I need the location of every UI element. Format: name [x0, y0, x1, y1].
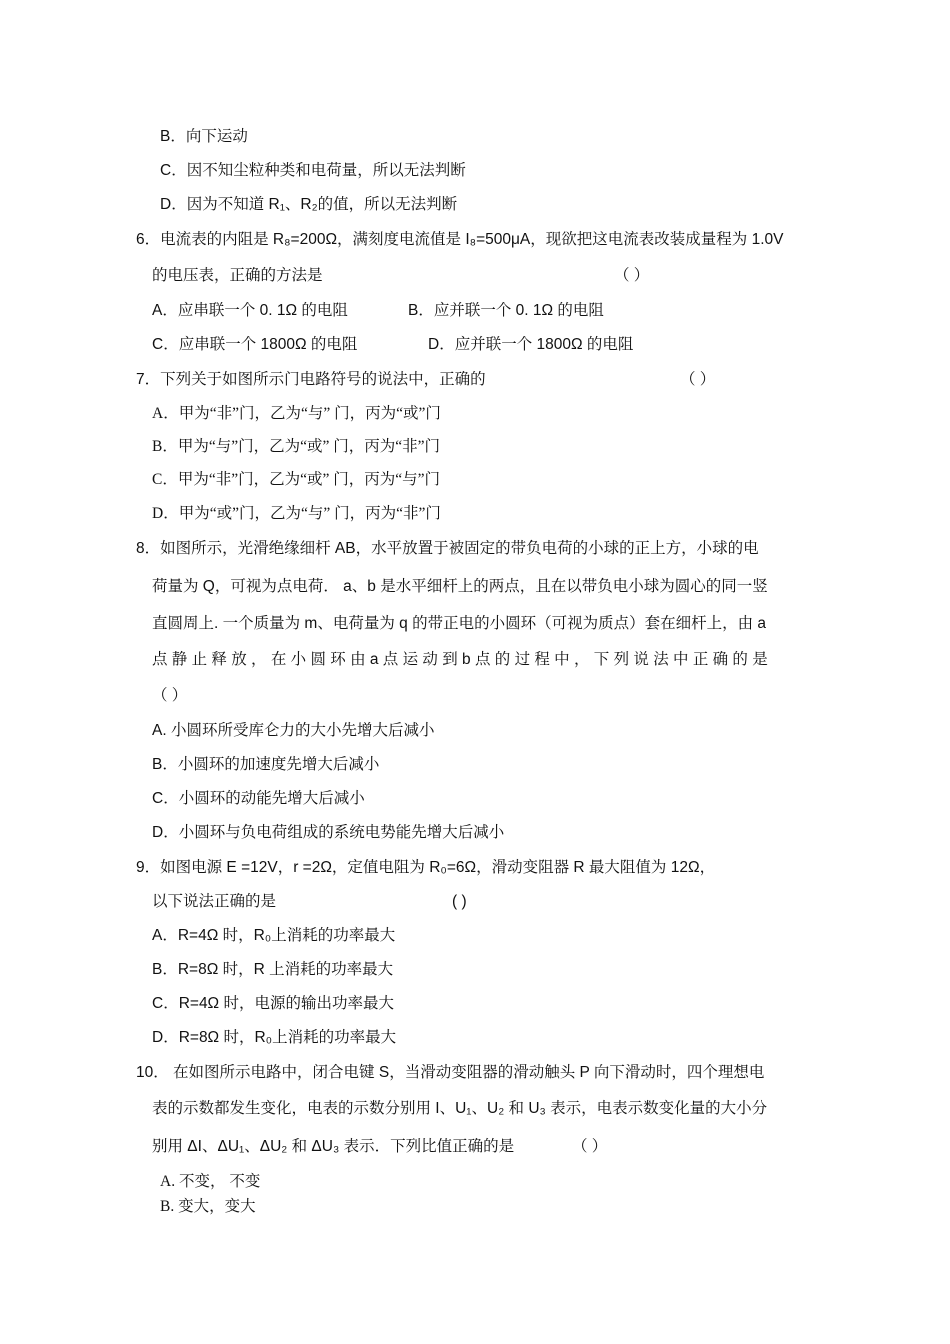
q8-stem-line4: 点 静 止 释 放 ， 在 小 圆 环 由 a 点 运 动 到 b 点 的 过 程 中 ， 下 列 说 法 中 正 确 的 是	[152, 651, 768, 668]
q9-stem-line1: 9．如图电源 E =12V，r =2Ω，定值电阻为 R₀=6Ω，滑动变阻器 R 最大阻值为 12Ω，	[136, 859, 716, 876]
q6-option-a: A．应串联一个 0. 1Ω 的电阻	[152, 302, 348, 319]
q8-option-d: D．小圆环与负电荷组成的系统电势能先增大后减小	[152, 824, 505, 841]
q10-answer-paren: （ ）	[572, 1138, 608, 1155]
q8-option-b: B．小圆环的加速度先增大后减小	[152, 756, 380, 773]
q7-answer-paren: （ ）	[680, 371, 716, 388]
q8-stem-line2: 荷量为 Q，可视为点电荷． a、b 是水平细杆上的两点，且在以带负电小球为圆心的同一竖	[152, 578, 768, 595]
q8-answer-paren: （ ）	[152, 687, 188, 704]
q9-stem-line2: 以下说法正确的是	[152, 893, 277, 910]
q9-option-c: C．R=4Ω 时，电源的输出功率最大	[152, 995, 394, 1012]
q6-answer-paren: （ ）	[614, 267, 650, 284]
q8-option-a: A. 小圆环所受库仑力的大小先增大后减小	[152, 722, 435, 739]
q8-option-c: C．小圆环的动能先增大后减小	[152, 790, 365, 807]
q7-option-a: A．甲为“非”门，乙为“与” 门，丙为“或”门	[152, 405, 441, 422]
q6-option-d: D．应并联一个 1800Ω 的电阻	[428, 336, 634, 353]
q8-stem-line3: 直圆周上. 一个质量为 m、电荷量为 q 的带正电的小圆环（可视为质点）套在细杆上，由 a	[152, 615, 766, 632]
q7-option-c: C．甲为“非”门，乙为“或” 门，丙为“与”门	[152, 471, 440, 488]
q10-stem-line3: 别用 ΔI、ΔU₁、ΔU₂ 和 ΔU₃ 表示．下列比值正确的是	[152, 1138, 515, 1155]
q6-option-c: C．应串联一个 1800Ω 的电阻	[152, 336, 358, 353]
q9-option-d: D．R=8Ω 时，R₀上消耗的功率最大	[152, 1029, 397, 1046]
q9-answer-paren: ( )	[452, 893, 467, 910]
q9-option-a: A．R=4Ω 时，R₀上消耗的功率最大	[152, 927, 396, 944]
q9-option-b: B．R=8Ω 时，R 上消耗的功率最大	[152, 961, 394, 978]
q10-stem-line1: 10． 在如图所示电路中，闭合电键 S，当滑动变阻器的滑动触头 P 向下滑动时，四个理想电	[136, 1064, 765, 1081]
q6-stem-line2: 的电压表，正确的方法是	[152, 267, 323, 284]
q5-option-d: D．因为不知道 R₁、R₂的值，所以无法判断	[160, 196, 458, 213]
q10-option-b: B. 变大，变大	[160, 1198, 256, 1215]
q6-stem-line1: 6．电流表的内阻是 R₈=200Ω，满刻度电流值是 I₈=500μA，现欲把这电流表改装成量程为 1.0V	[136, 231, 784, 248]
q7-option-b: B．甲为“与”门，乙为“或” 门，丙为“非”门	[152, 438, 440, 455]
q6-option-b: B．应并联一个 0. 1Ω 的电阻	[408, 302, 604, 319]
q5-option-b: B．向下运动	[160, 128, 248, 145]
q7-option-d: D．甲为“或”门，乙为“与” 门，丙为“非”门	[152, 505, 441, 522]
q8-stem-line1: 8．如图所示，光滑绝缘细杆 AB，水平放置于被固定的带负电荷的小球的正上方，小球的电	[136, 540, 759, 557]
q7-stem: 7．下列关于如图所示门电路符号的说法中，正确的	[136, 371, 486, 388]
q10-option-a: A. 不变， 不变	[160, 1173, 261, 1190]
q10-stem-line2: 表的示数都发生变化，电表的示数分别用 I、U₁、U₂ 和 U₃ 表示，电表示数变化量的大小分	[152, 1100, 768, 1117]
q5-option-c: C．因不知尘粒种类和电荷量，所以无法判断	[160, 162, 466, 179]
